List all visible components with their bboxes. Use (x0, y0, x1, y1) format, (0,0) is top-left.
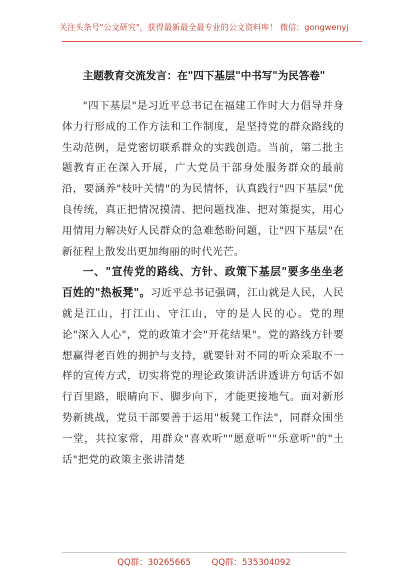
section-1-text: 习近平总书记强调，江山就是人民，人民就是江山，打江山、守江山，守的是人民的心。党的理论"深入人心"，党的政策才会"开花结果"。党的路线方针要想赢得老百姓的拥护与支持，就要针对不同的听众采取不一样的宣传方式，切实将党的理论政策讲活讲透讲方句话不如行百里路，眼睛向下、脚步向下，才能更接地气。面对新形势新挑战，党员干部要善于运用"板凳工作法"，同群众围坐一堂，共拉家常，用群众"喜欢听""愿意听""乐意听"的"土话"把党的政策主张讲清楚 (62, 287, 344, 466)
section-1-heading: 一、"宣传党的路线、方针、政策下基层"要多坐坐老百姓的"热板凳"。 (62, 266, 344, 300)
document-body (62, 96, 344, 470)
footer-qq-group-1: QQ群：30265665 (117, 558, 191, 568)
footer-contact (0, 556, 408, 568)
document-title: 主题教育交流发言：在"四下基层"中书写"为民答卷" (82, 70, 326, 82)
header-divider (62, 41, 362, 42)
section-1-paragraph (62, 262, 344, 470)
footer-divider (62, 552, 346, 553)
header-banner: 关注头条号"公文研究"，获得最新最全最专业的公文资料库！ 微信：gongwenyj (59, 23, 349, 32)
intro-paragraph: "四下基层"是习近平总书记在福建工作时大力倡导并身体力行形成的工作方法和工作制度，是坚持党的群众路线的生动范例，是党密切联系群众的实践创造。当前，第二批主题教育正在深入开展，广大党员干部身处服务群众的最前沿，要涵养"枝叶关情"的为民情怀，认真践行"四下基层"优良传统，真正把情况摸清、把问题找准、把对策提实，用心用情用力解决好人民群众的急难愁盼问题，让"四下基层"在新征程上散发出更加绚丽的时代光芒。 (62, 100, 344, 258)
footer-qq-group-2: QQ群：535304092 (211, 558, 291, 568)
